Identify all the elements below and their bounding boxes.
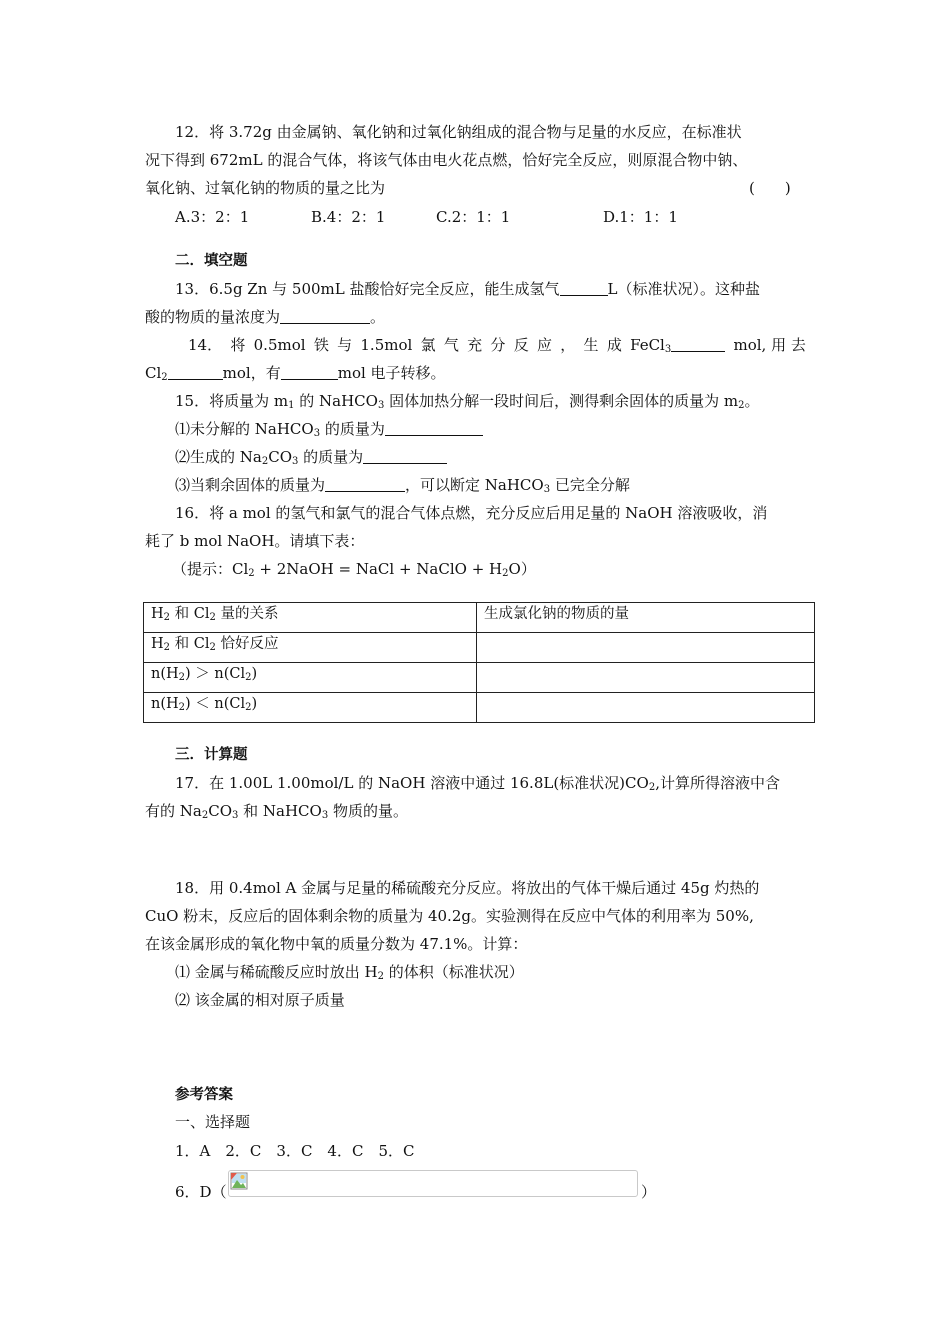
- cell-text: 恰好反应: [215, 636, 279, 652]
- q15-blank-2: [363, 447, 447, 464]
- q18-line-2: CuO 粉末，反应后的固体剩余物的质量为 40.2g。实验测得在反应中气体的利用率为 50%,: [145, 907, 754, 925]
- q16-hint: [172, 555, 837, 583]
- q14-fecl3: [630, 331, 725, 359]
- q14-token: 生: [583, 336, 599, 354]
- q12-line-3: [145, 174, 805, 202]
- q14-token: 成: [606, 336, 622, 354]
- q15-p3-sub: 3: [543, 484, 551, 495]
- q17-text: 和 NaHCO: [238, 802, 322, 820]
- q13-text-a: 13．6.5g Zn 与 500mL 盐酸恰好完全反应，能生成氢气: [175, 280, 560, 298]
- q15-blank-1: [385, 419, 483, 436]
- cell-text: n(H: [151, 666, 179, 682]
- q15-part-1: [175, 415, 840, 443]
- q15-blank-3: [325, 475, 405, 492]
- q12-choice-a: A.3：2：1: [175, 208, 250, 226]
- q13-text-d: 。: [370, 308, 386, 326]
- table-header-relation: [144, 603, 477, 633]
- q15-text: 固体加热分解一段时间后，测得剩余固体的质量为 m: [384, 392, 739, 410]
- q18-text: ⑴ 金属与稀硫酸反应时放出 H: [175, 963, 378, 981]
- cell-text: ) ＞ n(Cl: [185, 666, 246, 682]
- q16-hint-text: （提示：Cl: [172, 560, 249, 578]
- table-cell-relation: [144, 633, 477, 663]
- table-row: [144, 633, 815, 663]
- q13-line-1: [175, 275, 840, 303]
- cell-text: 和 Cl: [170, 606, 210, 622]
- q14-cl-sub: 2: [161, 372, 168, 383]
- cell-sub: 2: [178, 672, 186, 683]
- cell-sub: 2: [163, 642, 171, 653]
- broken-image-frame: [228, 1170, 638, 1197]
- q15-sub: 3: [377, 400, 385, 411]
- q14-token: 分: [490, 336, 506, 354]
- q14-token: 0.5mol: [253, 336, 306, 354]
- cell-text: 量的关系: [215, 606, 279, 622]
- q12-line-2: 况下得到 672mL 的混合气体，将该气体由电火花点燃，恰好完全反应，则原混合物中钠、: [145, 151, 748, 169]
- q16-hint-sub: 2: [502, 568, 509, 579]
- table-cell-answer[interactable]: [477, 693, 815, 723]
- q14-line-2: [145, 359, 810, 387]
- section-calculation-title: 三．计算题: [175, 747, 248, 763]
- q15-p1-text: ⑴未分解的 NaHCO: [175, 420, 314, 438]
- cell-text: H: [151, 606, 164, 622]
- cell-text: ): [251, 696, 258, 712]
- q17-text: 有的 Na: [145, 802, 202, 820]
- q15-p2-sub: 2: [261, 456, 269, 467]
- q13-blank-volume: [560, 279, 608, 296]
- q14-token: 充: [467, 336, 483, 354]
- table-cell-answer[interactable]: [477, 633, 815, 663]
- q14-cl-text: Cl: [145, 364, 162, 382]
- q13-line-2: [145, 303, 810, 331]
- q15-sub: 1: [288, 400, 295, 411]
- q15-text: 。: [744, 392, 760, 410]
- q14-token: 气: [443, 336, 459, 354]
- q15-p3-text: 已完全分解: [550, 476, 630, 494]
- q12-choice-c: C.2：1：1: [436, 208, 511, 226]
- q15-text: 15．将质量为 m: [175, 392, 289, 410]
- q14-text-mid: mol，有: [222, 364, 281, 382]
- q14-text-tail: mol, 用 去: [733, 336, 806, 354]
- q12-line-1: 12．将 3.72g 由金属钠、氧化钠和过氧化钠组成的混合物与足量的水反应，在标准状: [175, 123, 742, 141]
- q15-p1-text: 的质量为: [320, 420, 385, 438]
- answers-row2-close: ）: [641, 1183, 657, 1201]
- q17-sub: 2: [201, 810, 209, 821]
- q15-part-2: [175, 443, 840, 471]
- q15-p3-text: ，可以断定 NaHCO: [405, 476, 544, 494]
- q16-answer-table: [143, 602, 815, 723]
- answers-row-1: 1．A 2．C 3．C 4．C 5．C: [175, 1142, 415, 1160]
- q16-hint-sub: 2: [248, 568, 255, 579]
- q14-token: 将: [230, 336, 246, 354]
- table-header-row: [144, 603, 815, 633]
- table-cell-answer[interactable]: [477, 663, 815, 693]
- q15-p2-sub: 3: [292, 456, 299, 467]
- q16-line-1: 16．将 a mol 的氢气和氯气的混合气体点燃，充分反应后用足量的 NaOH 溶液吸收，消: [175, 504, 768, 522]
- q18-sub: 2: [377, 971, 384, 982]
- q17-line-1: [175, 769, 840, 797]
- q18-line-1: 18．用 0.4mol A 金属与足量的稀硫酸充分反应。将放出的气体干燥后通过 45g 灼热的: [175, 879, 760, 897]
- q12-answer-paren: ( ): [749, 179, 791, 197]
- q16-hint-text: O）: [508, 560, 536, 578]
- q17-text: CO: [208, 802, 232, 820]
- table-header-nacl: 生成氯化钠的物质的量: [477, 603, 815, 633]
- q13-blank-concentration: [280, 307, 370, 324]
- q12-choice-b: B.4：2：1: [311, 208, 386, 226]
- answers-subtitle: 一、选择题: [175, 1113, 251, 1131]
- q18-line-3: 在该金属形成的氧化物中氧的质量分数为 47.1%。计算：: [145, 935, 528, 953]
- q14-token: 1.5mol: [360, 336, 413, 354]
- broken-image-icon: [230, 1172, 248, 1190]
- answers-row2-text: 6．D（: [175, 1183, 227, 1201]
- cell-text: H: [151, 636, 164, 652]
- q14-token: 氯: [420, 336, 436, 354]
- q14-blank-cl2: [168, 363, 223, 380]
- cell-text: ) ＜ n(Cl: [185, 696, 246, 712]
- q17-sub: 3: [321, 810, 329, 821]
- q15-p3-text: ⑶当剩余固体的质量为: [175, 476, 326, 494]
- q17-text: 17．在 1.00L 1.00mol/L 的 NaOH 溶液中通过 16.8L(标准状况)CO: [175, 774, 649, 792]
- cell-sub: 2: [209, 642, 216, 653]
- q14-blank-electrons: [281, 363, 338, 380]
- answers-title: 参考答案: [175, 1087, 233, 1103]
- q17-text: 物质的量。: [328, 802, 408, 820]
- q14-text-end: mol 电子转移。: [337, 364, 446, 382]
- q17-sub: 3: [232, 810, 239, 821]
- q17-sub: 2: [648, 782, 656, 793]
- cell-text: n(H: [151, 696, 179, 712]
- cell-sub: 2: [209, 612, 216, 623]
- q15-text: 的 NaHCO: [294, 392, 378, 410]
- q14-fecl-text: FeCl: [630, 336, 665, 354]
- q12-stem-end: 氧化钠、过氧化钠的物质的量之比为: [145, 179, 386, 197]
- q14-line-1: [188, 331, 806, 359]
- q14-blank-fecl3: [671, 335, 725, 352]
- q15-sub: 2: [738, 400, 745, 411]
- q14-token: 反: [513, 336, 529, 354]
- q15-p2-text: CO: [268, 448, 292, 466]
- q14-token: 与: [337, 336, 353, 354]
- q14-token: 应: [536, 336, 552, 354]
- q16-hint-text: + 2NaOH = NaCl + NaClO + H: [254, 560, 503, 578]
- q14-token: 14．: [188, 336, 223, 354]
- q15-part-3: [175, 471, 840, 499]
- table-cell-relation: [144, 693, 477, 723]
- q18-part-2: ⑵ 该金属的相对原子质量: [175, 991, 345, 1009]
- q13-text-b: L（标准状况）。这种盐: [607, 280, 760, 298]
- q15-p2-text: ⑵生成的 Na: [175, 448, 262, 466]
- table-row: [144, 693, 815, 723]
- q13-text-c: 酸的物质的量浓度为: [145, 308, 281, 326]
- q12-choice-d: D.1：1：1: [603, 208, 678, 226]
- table-cell-relation: [144, 663, 477, 693]
- cell-sub: 2: [163, 612, 171, 623]
- q15-p2-text: 的质量为: [298, 448, 364, 466]
- table-row: [144, 663, 815, 693]
- cell-sub: 2: [245, 702, 252, 713]
- q15-p1-sub: 3: [313, 428, 321, 439]
- cell-text: 和 Cl: [170, 636, 210, 652]
- cell-sub: 2: [178, 702, 186, 713]
- section-fill-in-title: 二．填空题: [175, 253, 248, 269]
- q14-token: 铁: [313, 336, 329, 354]
- q16-line-2: 耗了 b mol NaOH。请填下表：: [145, 532, 365, 550]
- q18-text: 的体积（标准状况）: [384, 963, 524, 981]
- q17-line-2: [145, 797, 810, 825]
- q18-part-1: [175, 958, 840, 986]
- cell-text: ): [251, 666, 258, 682]
- cell-sub: 2: [245, 672, 252, 683]
- q15-stem: [175, 387, 840, 415]
- q17-text: ,计算所得溶液中含: [655, 774, 780, 792]
- q14-fecl-sub: 3: [664, 344, 672, 355]
- q14-token: ，: [560, 336, 576, 354]
